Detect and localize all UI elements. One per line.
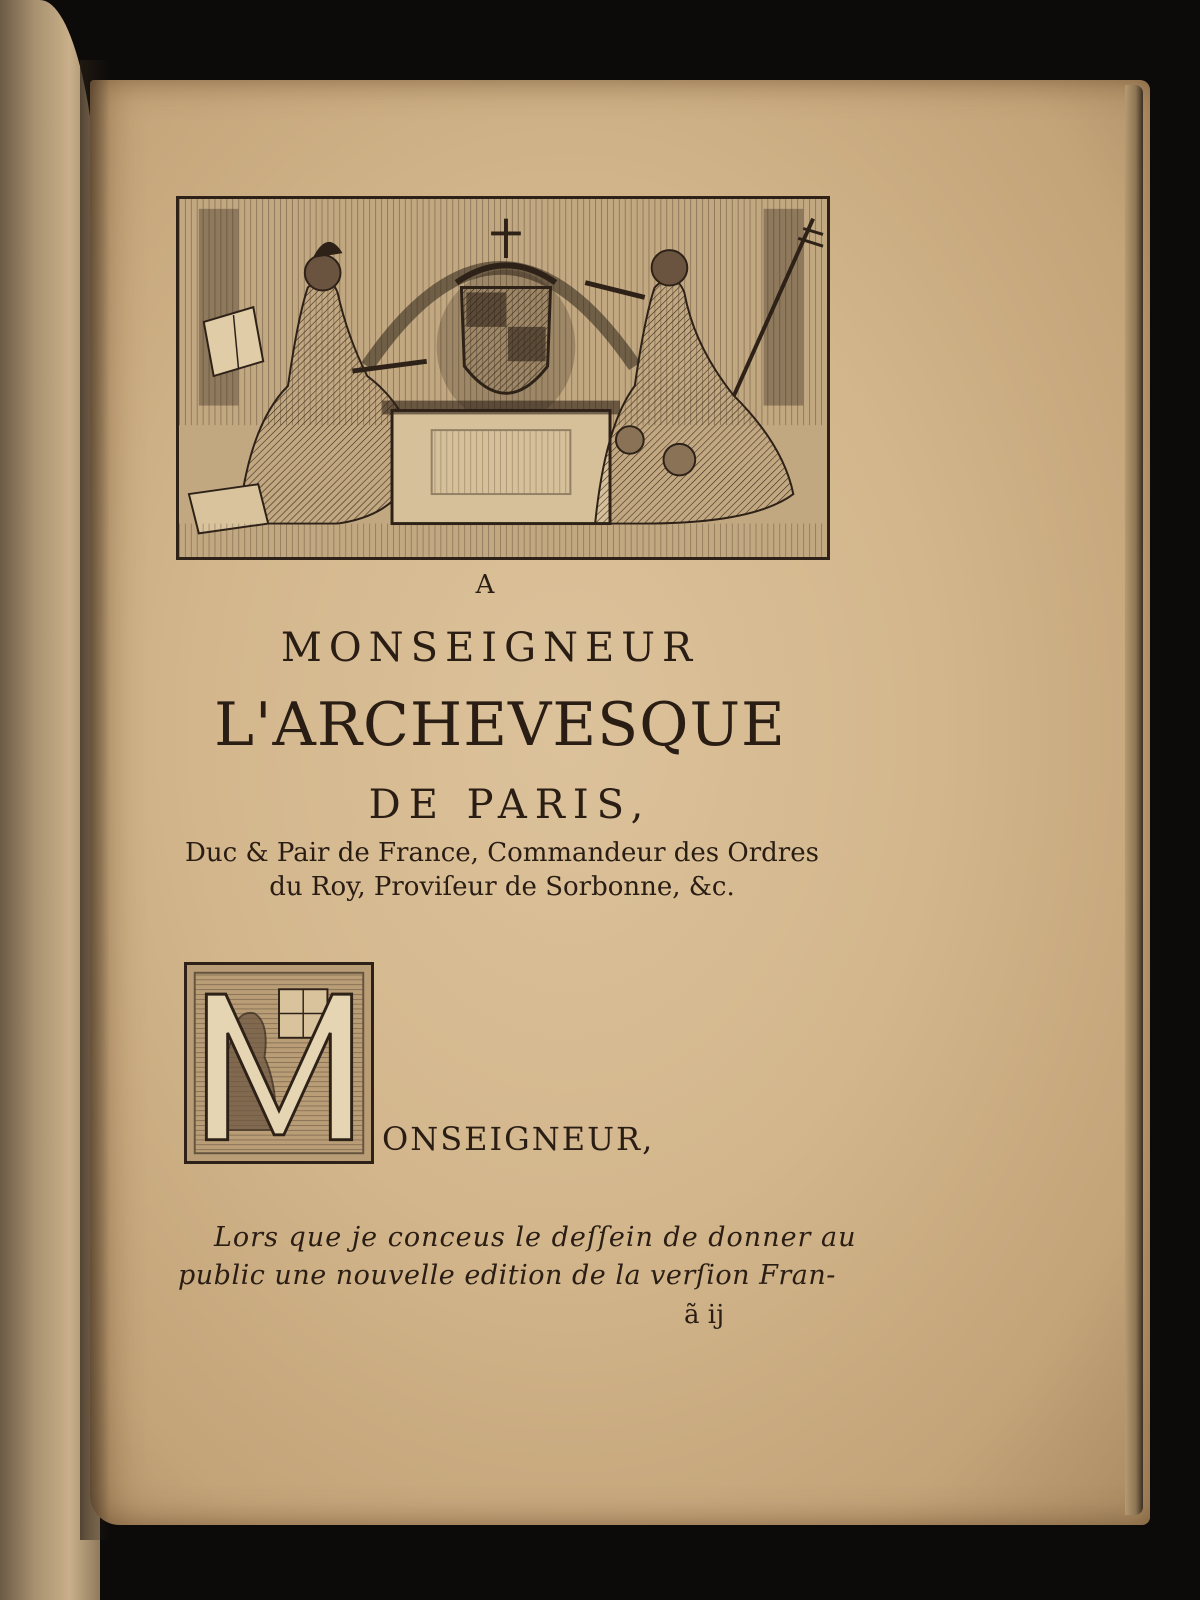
body-line-2: public une nouvelle edition de la verſion Fran- xyxy=(178,1260,836,1291)
dedication-preposition: A xyxy=(475,570,495,600)
title-archevesque: L'ARCHEVESQUE xyxy=(214,690,786,760)
body-line-1: Lors que je conceus le deſſein de donner au xyxy=(214,1222,857,1253)
title-line-duc: Duc & Pair de France, Commandeur des Ordres xyxy=(185,838,819,868)
page-edge xyxy=(1125,85,1143,1515)
signature-mark: ã ij xyxy=(684,1300,725,1330)
decorated-initial xyxy=(184,962,374,1164)
title-monseigneur: MONSEIGNEUR xyxy=(280,625,700,671)
title-paris: DE PARIS, xyxy=(368,782,652,828)
gutter-shadow xyxy=(80,60,110,1540)
title-line-roy: du Roy, Proviſeur de Sorbonne, &c. xyxy=(269,872,735,902)
headpiece-engraving xyxy=(176,196,830,560)
salutation-text: ONSEIGNEUR, xyxy=(382,1120,655,1158)
